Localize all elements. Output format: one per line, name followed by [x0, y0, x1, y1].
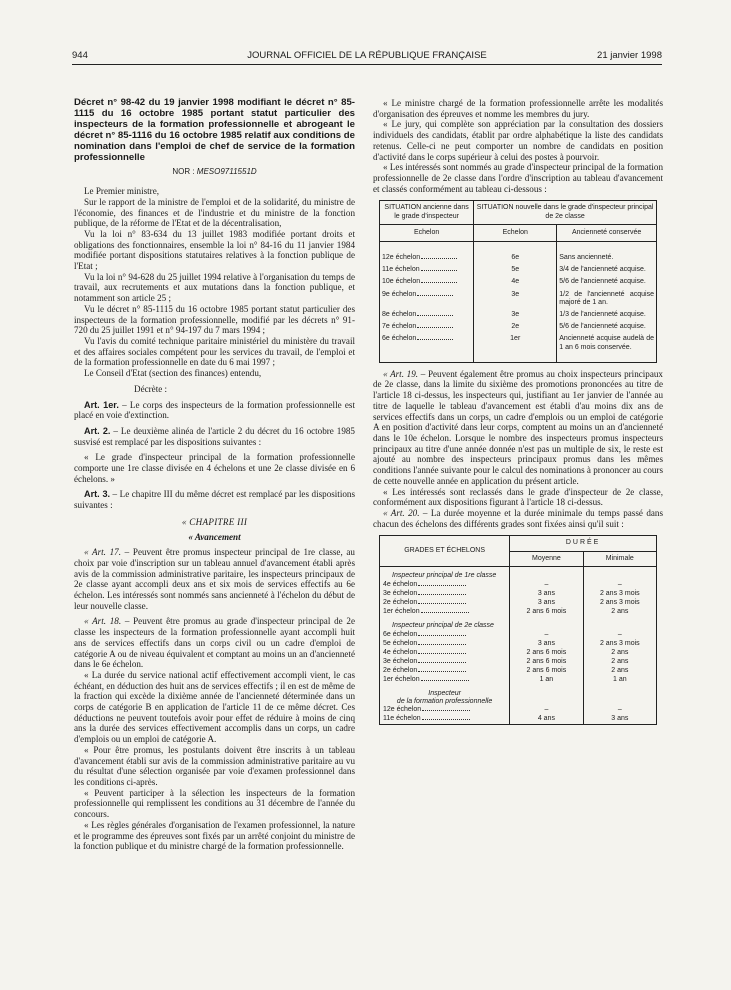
cell-old-echelon: 10e échelon — [382, 278, 421, 286]
article-label: « Art. 17. — [84, 547, 121, 558]
cell-echelon: 1er échelon — [383, 675, 420, 683]
paragraph: « Le jury, qui complète son appréciation par la consultation des dossiers individuels des candidats, établit par ordre alphabétique la liste des candidats retenus. Celle-ci ne peut comporter un nombre de candidats en position d'activité dans le corps supérieur à celui des postes à pourvoir. — [373, 119, 663, 162]
paragraph: Vu le décret n° 85-1115 du 16 octobre 1985 portant statut particulier des inspecteurs de la formation professionnelle, modifié par les décrets n° 91-720 du 25 juillet 1991 et n° 94-197 du 7 mars 1994 ; — [74, 303, 355, 336]
table-row — [380, 658, 657, 667]
cell-moyenne: 2 ans 6 mois — [510, 649, 583, 658]
header-rule — [72, 64, 662, 65]
cell-new-echelon: 3e — [474, 309, 557, 321]
table-row — [380, 599, 657, 608]
table-subheader: Ancienneté conservée — [557, 224, 657, 241]
table-header-new: SITUATION nouvelle dans le grade d'inspecteur principal de 2e classe — [474, 201, 657, 224]
cell-echelon: 2e échelon — [383, 666, 418, 674]
table-row — [380, 715, 657, 725]
decree-title: Décret n° 98-42 du 19 janvier 1998 modifiant le décret n° 85-1115 du 16 octobre 1985 portant statut particulier des inspecteurs de la formation professionnelle et abrogeant le décret n° 85-1116 du 16 octobre 1985 relatif aux conditions de nomination dans l'emploi de chef de service de la formation professionnelle — [74, 97, 355, 163]
table-row — [380, 706, 657, 715]
table-header-minimale: Minimale — [583, 551, 656, 566]
cell-old-echelon: 11e échelon — [382, 266, 420, 274]
group-label: Inspecteur principal de 2e classe — [380, 617, 510, 631]
cell-moyenne: 2 ans 6 mois — [510, 658, 583, 667]
article-text: – Peuvent être promus au grade d'inspecteur principal de 2e classe les inspecteurs de la formation professionnelle ayant accompli huit ans de services effectifs dans un corps civil ou un cadre d'emploi de catégorie A ou de niveau équivalent et comptant au moins un an d'ancienneté dans le 6e échelon. — [74, 616, 355, 670]
table-row — [380, 264, 657, 276]
cell-echelon: 4e échelon — [383, 648, 418, 656]
paragraph: « La durée du service national actif effectivement accompli vient, le cas échéant, en déduction des huit ans de services effectifs ; il en est de même de la fraction qui excède la dixième année de l'ancienneté déterminée dans un corps de catégorie B en application de l'article 11 de ce même décret. Ces déductions ne peuvent toutefois avoir pour effet de réduire à moins de cinq ans la durée des services effectivement accomplis dans un corps, un cadre d'emplois ou un emploi de catégorie A. — [74, 669, 355, 745]
table-row — [380, 631, 657, 640]
paragraph: « Peuvent participer à la sélection les inspecteurs de la formation professionnelle qui remplissent les conditions au 31 décembre de l'année du concours. — [74, 787, 355, 820]
article-text: – Peuvent également être promus au choix inspecteurs principaux de 2e classe, dans la limite du sixième des promotions prononcées au titre de l'article 18 ci-dessus, les inspecteurs qui, justifiant au 1er janvier de l'année au titre de laquelle le tableau d'avancement est établi d'au moins dix ans de services effectifs dans un corps, un cadre d'emplois ou un emploi de catégorie A en position d'activité dans leur corps, comptent au moins un an d'ancienneté dans le 10e échelon. Lorsque le nombre des inspecteurs promus inspecteurs principaux au titre d'une année donnée n'est pas un multiple de six, le reste est ajouté au nombre des inspecteurs principaux promus dans les mêmes conditions l'année suivante pour le calcul des nominations à prononcer au cours de cette nouvelle année en application du présent article. — [373, 368, 663, 486]
cell-anciennete: 1/2 de l'ancienneté acquise majoré de 1 an. — [557, 289, 657, 309]
table-row — [380, 241, 657, 264]
cell-minimale: 1 an — [583, 676, 656, 685]
cell-anciennete: 1/3 de l'ancienneté acquise. — [557, 309, 657, 321]
journal-title: JOURNAL OFFICIEL DE LA RÉPUBLIQUE FRANÇAISE — [247, 50, 487, 61]
table-group-row — [380, 566, 657, 581]
cell-anciennete: 5/6 de l'ancienneté acquise. — [557, 276, 657, 288]
cell-echelon: 5e échelon — [383, 639, 418, 647]
paragraph: « Les intéressés sont nommés au grade d'inspecteur principal de la formation professionnelle de 2e classe dans l'ordre d'inscription au tableau d'avancement et classés conformément au tableau ci-dessous : — [373, 162, 663, 194]
cell-new-echelon: 6e — [474, 241, 557, 264]
cell-echelon: 12e échelon — [383, 706, 422, 714]
group-label: Inspecteur — [428, 689, 461, 697]
table-row — [380, 581, 657, 590]
cell-moyenne: 2 ans 6 mois — [510, 608, 583, 617]
table-row — [380, 333, 657, 362]
paragraph: « Les règles générales d'organisation de l'examen professionnel, la nature et le programme des épreuves sont fixés par un arrêté conjoint du ministre de la fonction publique et du ministre chargé de la formation professionnelle. — [74, 819, 355, 852]
cell-new-echelon: 4e — [474, 276, 557, 288]
group-label: Inspecteur principal de 1re classe — [380, 566, 510, 581]
cell-echelon: 4e échelon — [383, 580, 418, 588]
cell-echelon: 6e échelon — [383, 630, 418, 638]
cell-old-echelon: 6e échelon — [382, 335, 417, 343]
cell-anciennete: 5/6 de l'ancienneté acquise. — [557, 321, 657, 333]
cell-minimale: – — [583, 581, 656, 590]
duree-table — [379, 535, 657, 725]
cell-old-echelon: 7e échelon — [382, 323, 417, 331]
cell-echelon: 3e échelon — [383, 589, 418, 597]
table-group-row — [380, 617, 657, 631]
cell-old-echelon: 12e échelon — [382, 253, 421, 261]
cell-minimale: 2 ans — [583, 667, 656, 676]
table-row — [380, 649, 657, 658]
right-column — [373, 98, 663, 725]
publication-date: 21 janvier 1998 — [597, 50, 662, 61]
paragraph: Vu l'avis du comité technique paritaire ministériel du ministère du travail et des affaires sociales compétent pour les services du travail, de l'emploi et de la formation professionnelle en date du 6 mai 1997 ; — [74, 335, 355, 368]
cell-anciennete: 3/4 de l'ancienneté acquise. — [557, 264, 657, 276]
table-header-old: SITUATION ancienne dans le grade d'inspecteur — [380, 201, 474, 224]
table-row — [380, 276, 657, 288]
cell-moyenne: 4 ans — [510, 715, 583, 725]
paragraph: Sur le rapport de la ministre de l'emploi et de la solidarité, du ministre de l'économie, des finances et de l'industrie et du ministre de la fonction publique, de la réforme de l'Etat et de la décentralisation, — [74, 196, 355, 229]
article-label: « Art. 19. — [383, 368, 419, 379]
article-3 — [74, 489, 355, 510]
article-19 — [373, 369, 663, 487]
page-number: 944 — [72, 50, 88, 61]
article-1 — [74, 400, 355, 421]
table-subheader: Echelon — [380, 224, 474, 241]
cell-echelon: 2e échelon — [383, 598, 418, 606]
nor-reference — [74, 167, 355, 178]
paragraph: Le Conseil d'Etat (section des finances) entendu, — [84, 368, 262, 379]
table-row — [380, 309, 657, 321]
cell-minimale: 2 ans — [583, 658, 656, 667]
paragraph: « Le ministre chargé de la formation professionnelle arrête les modalités d'organisation des épreuves et nomme les membres du jury. — [373, 98, 663, 119]
article-text: – Le corps des inspecteurs de la formation professionnelle est placé en voie d'extinction. — [74, 399, 355, 421]
cell-minimale: – — [583, 706, 656, 715]
cell-echelon: 11e échelon — [383, 715, 421, 723]
paragraph: Vu la loi n° 94-628 du 25 juillet 1994 relative à l'organisation du temps de travail, aux recrutements et aux mutations dans la fonction publique, et notamment son article 25 ; — [74, 271, 355, 304]
cell-anciennete: Sans ancienneté. — [557, 241, 657, 264]
cell-old-echelon: 9e échelon — [382, 290, 417, 298]
cell-minimale: 2 ans — [583, 649, 656, 658]
article-2 — [74, 426, 355, 447]
table-header-duree: DURÉE — [510, 536, 657, 551]
cell-moyenne: 3 ans — [510, 640, 583, 649]
table-header-moyenne: Moyenne — [510, 551, 583, 566]
cell-new-echelon: 3e — [474, 289, 557, 309]
article-text: – La durée moyenne et la durée minimale du temps passé dans chacun des échelons des différents grades sont fixées ainsi qu'il suit : — [373, 507, 663, 529]
table-row — [380, 289, 657, 309]
paragraph: Vu la loi n° 83-634 du 13 juillet 1983 modifiée portant droits et obligations des fonctionnaires, ensemble la loi n° 84-16 du 11 janvier 1984 modifiée portant dispositions statutaires relatives à la fonction publique de l'Etat ; — [74, 228, 355, 272]
article-label: Art. 1er. — [84, 399, 119, 410]
cell-minimale: 3 ans — [583, 715, 656, 725]
cell-moyenne: 2 ans 6 mois — [510, 667, 583, 676]
quote-paragraph: « Le grade d'inspecteur principal de la formation professionnelle comporte une 1re classe divisée en 4 échelons et une 2e classe divisée en 6 échelons. » — [74, 452, 355, 484]
cell-moyenne: – — [510, 631, 583, 640]
chapter-heading: « CHAPITRE III — [181, 516, 248, 527]
group-label: de la formation professionnelle — [396, 697, 493, 705]
table-row — [380, 590, 657, 599]
paragraph: Le Premier ministre, — [84, 186, 160, 197]
reclassement-table — [379, 200, 657, 362]
cell-moyenne: – — [510, 581, 583, 590]
nor-label: NOR : — [172, 167, 195, 177]
cell-new-echelon: 2e — [474, 321, 557, 333]
article-text: – Le chapitre III du même décret est remplacé par les dispositions suivantes : — [74, 489, 355, 511]
cell-minimale: – — [583, 631, 656, 640]
cell-minimale: 2 ans — [583, 608, 656, 617]
section-heading: « Avancement — [188, 531, 241, 542]
table-row — [380, 676, 657, 685]
table-row — [380, 640, 657, 649]
cell-minimale: 2 ans 3 mois — [583, 590, 656, 599]
table-row — [380, 608, 657, 617]
table-header-grades: GRADES ET ÉCHELONS — [380, 536, 510, 566]
article-label: « Art. 18. — [84, 616, 122, 627]
cell-moyenne: 3 ans — [510, 590, 583, 599]
article-18 — [74, 616, 355, 670]
article-text: – Peuvent être promus inspecteur principal de 1re classe, au choix par voie d'inscription sur un tableau annuel d'avancement établi après avis de la commission administrative paritaire, les inspecteurs principaux de 2e classe ayant accompli deux ans et six mois de services effectifs au 6e échelon. Les intéressés sont nommés sans ancienneté à l'échelon du début de leur nouvelle classe. — [74, 547, 355, 611]
cell-echelon: 1er échelon — [383, 607, 420, 615]
nor-value: MESO9711551D — [196, 167, 257, 177]
cell-old-echelon: 8e échelon — [382, 310, 417, 318]
cell-new-echelon: 1er — [474, 333, 557, 362]
article-label: Art. 2. — [84, 425, 111, 436]
table-row — [380, 667, 657, 676]
left-column — [74, 98, 355, 852]
article-17 — [74, 547, 355, 611]
paragraph: « Pour être promus, les postulants doivent être inscrits à un tableau d'avancement établi sur avis de la commission administrative paritaire au vu du résultat d'une sélection organisée par voie d'examen professionnel dans les conditions ci-après. — [74, 744, 355, 787]
cell-new-echelon: 5e — [474, 264, 557, 276]
article-label: Art. 3. — [84, 489, 111, 500]
cell-echelon: 3e échelon — [383, 657, 418, 665]
article-label: « Art. 20. — [383, 507, 420, 518]
cell-anciennete: Ancienneté acquise audelà de 1 an 6 mois conservée. — [557, 333, 657, 362]
article-text: – Le deuxième alinéa de l'article 2 du décret du 16 octobre 1985 susvisé est remplacé par les dispositions suivantes : — [74, 425, 355, 447]
cell-moyenne: – — [510, 706, 583, 715]
cell-minimale: 2 ans 3 mois — [583, 599, 656, 608]
cell-minimale: 2 ans 3 mois — [583, 640, 656, 649]
table-row — [380, 321, 657, 333]
paragraph: « Les intéressés sont reclassés dans le grade d'inspecteur de 2e classe, conformément aux dispositions figurant à l'article 18 ci-dessus. — [373, 486, 663, 508]
table-subheader: Echelon — [474, 224, 557, 241]
article-20 — [373, 508, 663, 529]
cell-moyenne: 3 ans — [510, 599, 583, 608]
cell-moyenne: 1 an — [510, 676, 583, 685]
decrete-heading: Décrète : — [134, 383, 168, 394]
table-group-row — [380, 685, 657, 706]
